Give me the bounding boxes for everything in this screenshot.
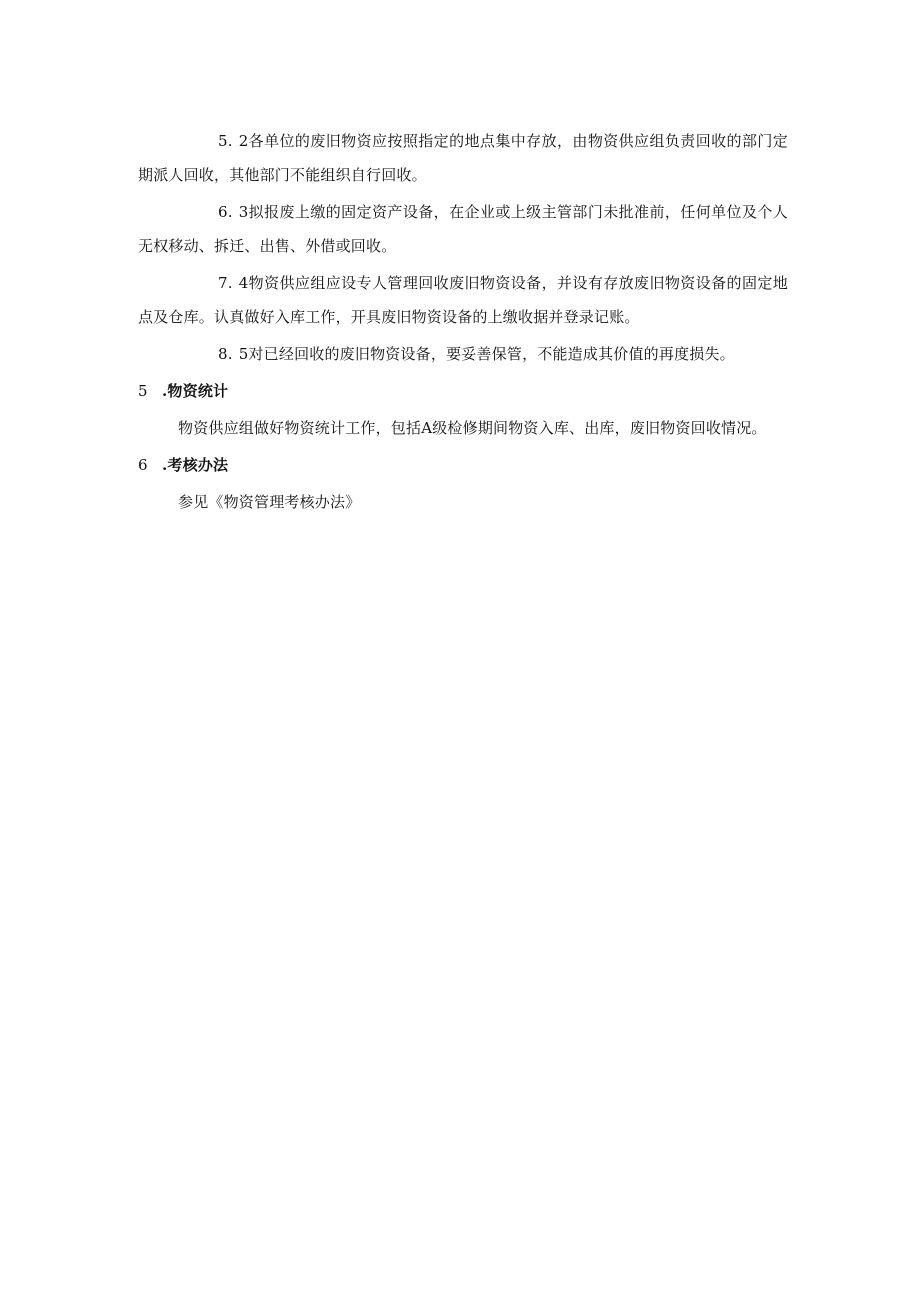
clause-5-4 [138,266,788,334]
clause-5-2 [138,124,788,192]
section-title: .考核办法 [162,456,229,474]
section-body-assessment: 参见《物资管理考核办法》 [178,493,361,511]
document-body [138,124,788,522]
clause-5-3 [138,195,788,263]
section-heading-statistics [138,374,788,408]
section-heading-assessment [138,448,788,482]
clause-text: 5对已经回收的废旧物资设备，要妥善保管，不能造成其价值的再度损失。 [238,345,735,363]
clause-number: 8. [218,345,233,363]
section-number: 6 [138,456,148,474]
clause-number: 7. [218,274,233,292]
section-number: 5 [138,382,148,400]
section-body-statistics: 物资供应组做好物资统计工作，包括A级检修期间物资入库、出库，废旧物资回收情况。 [178,419,767,437]
clause-text: 4物资供应组应设专人管理回收废旧物资设备，并设有存放废旧物资设备的固定地点及仓库。认真做好入库工作，开具废旧物资设备的上缴收据并登录记账。 [138,274,788,326]
clause-text: 3拟报废上缴的固定资产设备，在企业或上级主管部门未批准前，任何单位及个人无权移动、拆迁、出售、外借或回收。 [138,203,788,255]
clause-text: 2各单位的废旧物资应按照指定的地点集中存放，由物资供应组负责回收的部门定期派人回收，其他部门不能组织自行回收。 [138,132,788,184]
clause-number: 5. [218,132,233,150]
section-title: .物资统计 [162,382,229,400]
clause-5-5 [138,337,788,371]
clause-number: 6. [218,203,233,221]
